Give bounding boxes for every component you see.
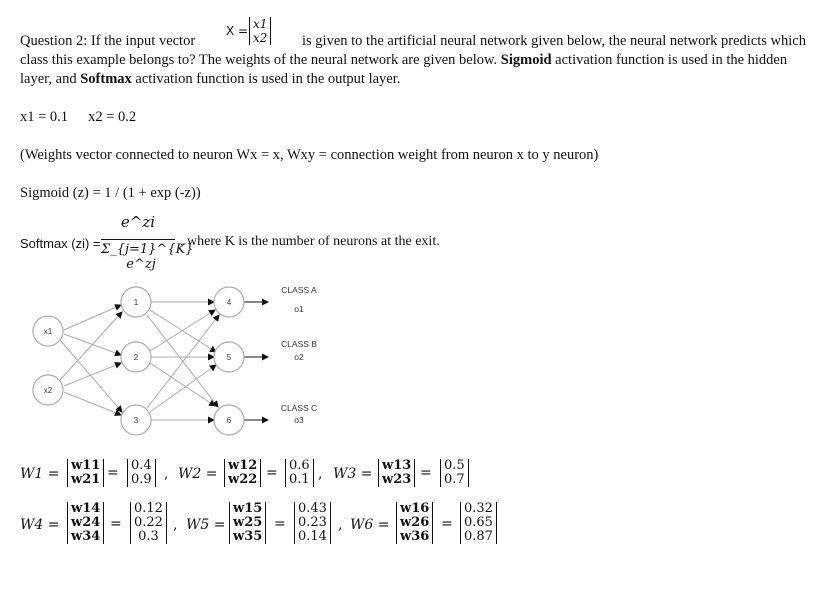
softmax-fraction-bar — [101, 239, 175, 240]
class-b-output: o2 — [294, 352, 304, 362]
x2-value: x2 = 0.2 — [88, 109, 137, 125]
w5-val-2: 0.14 — [298, 529, 327, 544]
question-line-2 — [20, 52, 787, 69]
sigmoid-formula: Sigmoid (z) = 1 / (1 + exp (-z)) — [20, 185, 201, 201]
w1-values — [127, 459, 156, 487]
w2-name: W2 = — [178, 466, 218, 482]
w1-symbols — [67, 459, 104, 487]
question-line3-a: layer, and — [20, 71, 81, 87]
softmax-denominator — [101, 242, 194, 272]
input-values — [20, 109, 136, 126]
w5-comma: , — [338, 517, 343, 533]
softmax-numerator — [101, 213, 175, 231]
class-a-label: CLASS A — [281, 285, 317, 295]
w3-val-1: 0.7 — [444, 472, 465, 487]
question-line-1 — [20, 33, 195, 50]
w3-name: W3 = — [333, 466, 373, 482]
output-node-6-label: 6 — [226, 416, 232, 425]
edge-x2-1 — [60, 312, 122, 380]
question-line2-a: class this example belongs to? The weights of the neural network are given below. — [20, 52, 501, 68]
x1-value: x1 = 0.1 — [20, 109, 69, 125]
w2-comma: , — [318, 466, 323, 482]
w1-val-1: 0.9 — [131, 472, 152, 487]
input-vector — [249, 17, 271, 45]
input-vector-x2: x2 — [253, 31, 268, 45]
question-line2-b: activation function is used in the hidden — [551, 52, 788, 68]
input-vector-label: X = — [226, 24, 249, 38]
input-node-x2-label: x2 — [43, 386, 53, 395]
w5-val-1: 0.23 — [298, 515, 327, 530]
w5-sym-1: w25 — [233, 515, 263, 530]
w2-val-1: 0.1 — [289, 472, 310, 487]
w1-sym-0: w11 — [71, 458, 101, 473]
w2-eq: = — [266, 465, 278, 481]
w6-sym-0: w16 — [400, 501, 430, 516]
w3-symbols — [378, 459, 415, 487]
hidden-node-2-label: 2 — [133, 353, 139, 362]
w6-val-0: 0.32 — [464, 501, 493, 516]
softmax-suffix: , where K is the number of neurons at the exit. — [180, 234, 440, 249]
w5-eq: = — [274, 516, 286, 532]
w1-sym-1: w21 — [71, 472, 101, 487]
class-c-label: CLASS C — [280, 403, 318, 413]
neural-network-diagram — [0, 280, 360, 445]
edge-1-6 — [147, 315, 218, 407]
w6-sym-1: w26 — [400, 515, 430, 530]
w4-eq: = — [110, 516, 122, 532]
w1-eq: = — [107, 465, 119, 481]
w2-values — [285, 459, 314, 487]
edge-x1-3 — [60, 340, 122, 412]
w4-name: W4 = — [20, 517, 60, 533]
w1-name: W1 = — [20, 466, 60, 482]
w6-eq: = — [441, 516, 453, 532]
w4-symbols — [67, 502, 104, 544]
sigmoid-bold: Sigmoid — [500, 52, 552, 68]
w4-sym-2: w34 — [71, 529, 101, 544]
class-a-output: o1 — [294, 304, 304, 314]
output-node-4-label: 4 — [226, 298, 232, 307]
w3-sym-0: w13 — [382, 458, 412, 473]
hidden-node-1-label: 1 — [133, 298, 139, 307]
input-vector-x1: x1 — [253, 17, 268, 31]
w6-val-2: 0.87 — [464, 529, 493, 544]
softmax-label: Softmax (zi) = — [20, 236, 101, 251]
weights-note: (Weights vector connected to neuron Wx = x, Wxy = connection weight from neuron x to y neuron) — [20, 147, 599, 163]
softmax-bold: Softmax — [80, 71, 132, 87]
question-prefix: Question 2: If the input vector — [20, 33, 196, 49]
edge-x1-1 — [64, 305, 121, 330]
w4-val-0: 0.12 — [134, 501, 163, 516]
w3-sym-1: w23 — [382, 472, 412, 487]
class-b-label: CLASS B — [281, 339, 317, 349]
w4-values — [130, 502, 167, 544]
w6-values — [460, 502, 497, 544]
edge-x2-3 — [64, 392, 121, 415]
output-node-5-label: 5 — [226, 353, 232, 362]
w4-val-2: 0.3 — [138, 529, 159, 544]
w1-comma: , — [164, 466, 169, 482]
w3-val-0: 0.5 — [444, 458, 465, 473]
w2-sym-1: w22 — [228, 472, 258, 487]
question-suffix: is given to the artificial neural network given below, the neural network predicts which — [302, 33, 806, 49]
w4-sym-1: w24 — [71, 515, 101, 530]
w5-sym-0: w15 — [233, 501, 263, 516]
w6-sym-2: w36 — [400, 529, 430, 544]
w4-comma: , — [173, 517, 178, 533]
w1-val-0: 0.4 — [131, 458, 152, 473]
w2-val-0: 0.6 — [289, 458, 310, 473]
class-c-output: o3 — [294, 415, 304, 425]
w4-val-1: 0.22 — [134, 515, 163, 530]
w5-val-0: 0.43 — [298, 501, 327, 516]
question-line3-b: activation function is used in the output layer. — [131, 71, 401, 87]
w4-sym-0: w14 — [71, 501, 101, 516]
w6-symbols — [396, 502, 433, 544]
input-node-x1-label: x1 — [43, 327, 53, 336]
w3-eq: = — [420, 465, 432, 481]
softmax-denominator-text: Σ_{j=1}^{K} e^zj — [101, 242, 194, 272]
softmax-numerator-text: e^zi — [120, 213, 156, 231]
edge-3-5 — [150, 365, 216, 412]
w5-symbols — [229, 502, 266, 544]
edge-2-6 — [150, 363, 215, 406]
hidden-node-3-label: 3 — [133, 416, 139, 425]
question-line-3 — [20, 71, 400, 88]
w3-values — [440, 459, 469, 487]
w5-name: W5 = — [186, 517, 226, 533]
w6-name: W6 = — [350, 517, 390, 533]
w5-values — [294, 502, 331, 544]
w2-symbols — [224, 459, 261, 487]
w5-sym-2: w35 — [233, 529, 263, 544]
w2-sym-0: w12 — [228, 458, 258, 473]
w6-val-1: 0.65 — [464, 515, 493, 530]
